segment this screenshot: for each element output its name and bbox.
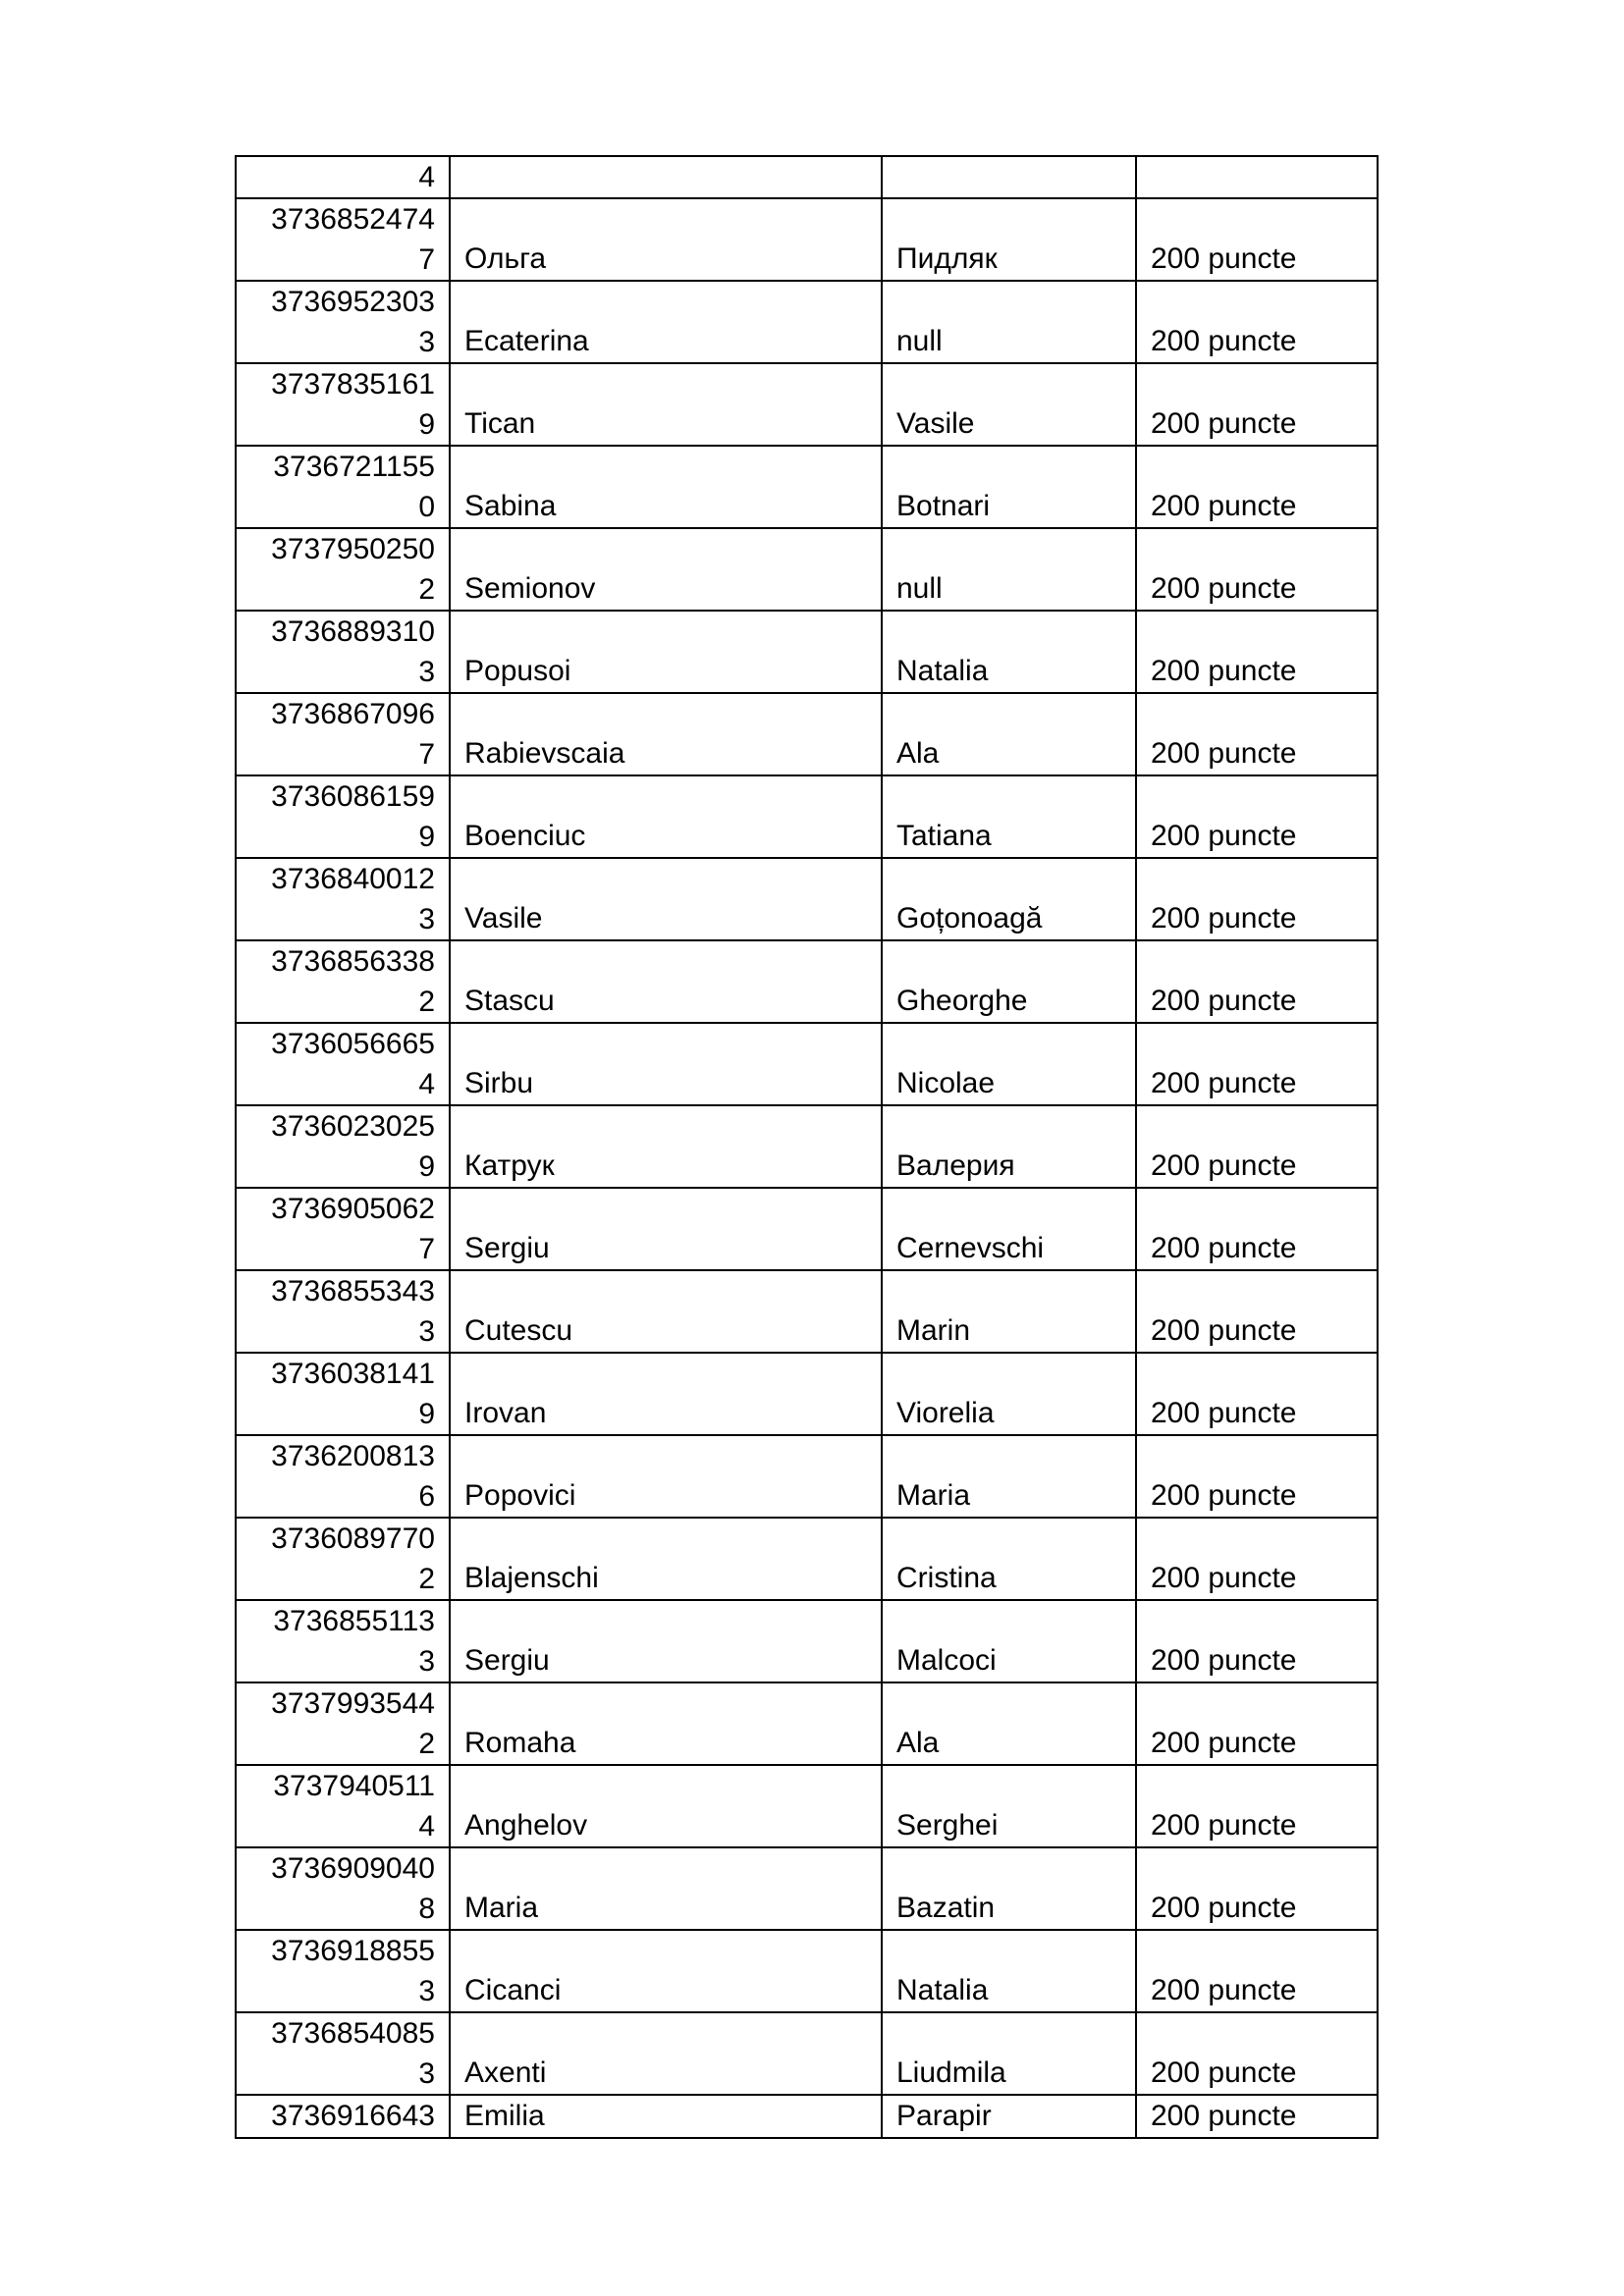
points-cell: 200 puncte [1136,198,1378,281]
first-name-cell: Romaha [450,1682,882,1765]
last-name-cell: Nicolae [882,1023,1136,1105]
phone-cell [236,156,450,198]
phone-cell [236,1682,450,1765]
first-name-cell: Anghelov [450,1765,882,1847]
first-name-cell: Maria [450,1847,882,1930]
phone-number-main: 3737993544 [271,1687,435,1720]
phone-number-main: 3736840012 [271,863,435,895]
points-cell: 200 puncte [1136,1765,1378,1847]
last-name-cell: Goțonoagă [882,858,1136,940]
table-row [236,775,1378,858]
table-row [236,1847,1378,1930]
phone-cell [236,858,450,940]
phone-number-tail: 6 [418,1480,435,1513]
points-cell: 200 puncte [1136,1435,1378,1518]
last-name-cell: Botnari [882,446,1136,528]
first-name-cell: Axenti [450,2012,882,2095]
points-cell: 200 puncte [1136,775,1378,858]
points-cell: 200 puncte [1136,611,1378,693]
first-name-cell: Popovici [450,1435,882,1518]
phone-cell [236,363,450,446]
first-name-cell: Popusoi [450,611,882,693]
last-name-cell: null [882,281,1136,363]
points-cell: 200 puncte [1136,2095,1378,2138]
phone-cell [236,2012,450,2095]
phone-number-tail: 0 [418,491,435,523]
first-name-cell: Катрук [450,1105,882,1188]
first-name-cell: Cutescu [450,1270,882,1353]
last-name-cell: Parapir [882,2095,1136,2138]
first-name-cell [450,156,882,198]
first-name-cell: Rabievscaia [450,693,882,775]
phone-number-main: 3736056665 [271,1028,435,1060]
phone-cell [236,528,450,611]
phone-number-main: 3736200813 [271,1440,435,1472]
last-name-cell: null [882,528,1136,611]
points-cell: 200 puncte [1136,1600,1378,1682]
points-cell: 200 puncte [1136,1353,1378,1435]
first-name-cell: Ecaterina [450,281,882,363]
phone-number-main: 3737950250 [271,533,435,565]
phone-cell [236,940,450,1023]
phone-number-tail: 2 [418,986,435,1018]
phone-cell [236,1765,450,1847]
table-row [236,1353,1378,1435]
table-row [236,1600,1378,1682]
table-row [236,446,1378,528]
first-name-cell: Emilia [450,2095,882,2138]
last-name-cell: Liudmila [882,2012,1136,2095]
phone-number-tail: 2 [418,1563,435,1595]
points-cell: 200 puncte [1136,1023,1378,1105]
table-row [236,198,1378,281]
phone-number-main: 3736855113 [273,1605,435,1637]
table-row [236,2012,1378,2095]
phone-cell [236,1847,450,1930]
phone-cell [236,1188,450,1270]
phone-number-tail: 2 [418,573,435,606]
first-name-cell: Sergiu [450,1188,882,1270]
points-cell: 200 puncte [1136,281,1378,363]
last-name-cell: Natalia [882,1930,1136,2012]
points-cell: 200 puncte [1136,363,1378,446]
table-row [236,1270,1378,1353]
last-name-cell: Vasile [882,363,1136,446]
points-cell: 200 puncte [1136,1105,1378,1188]
table-row [236,858,1378,940]
phone-number-tail: 9 [418,1150,435,1183]
phone-number-tail: 9 [418,821,435,853]
winners-table [235,155,1379,2139]
last-name-cell: Tatiana [882,775,1136,858]
table-row [236,1930,1378,2012]
phone-number-main: 3736952303 [271,286,435,318]
phone-cell [236,693,450,775]
phone-number-tail: 3 [418,903,435,935]
phone-cell [236,1435,450,1518]
table-row [236,2095,1378,2138]
first-name-cell: Ольга [450,198,882,281]
last-name-cell: Gheorghe [882,940,1136,1023]
phone-cell [236,281,450,363]
phone-number-main: 3736855343 [271,1275,435,1308]
points-cell: 200 puncte [1136,1682,1378,1765]
last-name-cell: Natalia [882,611,1136,693]
phone-number-main: 3737940511 [273,1770,435,1802]
last-name-cell: Bazatin [882,1847,1136,1930]
last-name-cell: Ala [882,1682,1136,1765]
first-name-cell: Tican [450,363,882,446]
first-name-cell: Stascu [450,940,882,1023]
phone-number-main: 3736089770 [271,1522,435,1555]
phone-cell [236,1023,450,1105]
phone-number-main: 3736909040 [271,1852,435,1885]
points-cell: 200 puncte [1136,1270,1378,1353]
points-cell [1136,156,1378,198]
phone-cell [236,1600,450,1682]
table-row [236,528,1378,611]
phone-number-main: 3736867096 [271,698,435,730]
phone-number-main: 3736086159 [271,780,435,813]
first-name-cell: Sirbu [450,1023,882,1105]
phone-number-main: 3736889310 [271,615,435,648]
phone-number-tail: 4 [418,1810,435,1842]
phone-number-tail: 9 [418,408,435,441]
table-row [236,693,1378,775]
phone-number-main: 3736852474 [271,203,435,236]
table-row [236,1105,1378,1188]
first-name-cell: Cicanci [450,1930,882,2012]
phone-cell [236,1270,450,1353]
table-row [236,940,1378,1023]
first-name-cell: Irovan [450,1353,882,1435]
points-cell: 200 puncte [1136,1518,1378,1600]
last-name-cell: Marin [882,1270,1136,1353]
points-cell: 200 puncte [1136,940,1378,1023]
phone-number-main: 3736038141 [271,1358,435,1390]
last-name-cell: Serghei [882,1765,1136,1847]
first-name-cell: Sabina [450,446,882,528]
phone-number-tail: 8 [418,1893,435,1925]
last-name-cell [882,156,1136,198]
phone-number-main: 3737835161 [271,368,435,400]
phone-number-tail: 9 [418,1398,435,1430]
phone-number-tail: 3 [418,656,435,688]
last-name-cell: Malcoci [882,1600,1136,1682]
phone-cell [236,1518,450,1600]
last-name-cell: Viorelia [882,1353,1136,1435]
table-row [236,611,1378,693]
phone-number-tail: 3 [418,1315,435,1348]
first-name-cell: Boenciuc [450,775,882,858]
table-row [236,1682,1378,1765]
last-name-cell: Валерия [882,1105,1136,1188]
phone-cell [236,611,450,693]
phone-cell: 3736916643 [236,2095,450,2138]
points-cell: 200 puncte [1136,446,1378,528]
table-row [236,156,1378,198]
points-cell: 200 puncte [1136,1188,1378,1270]
points-cell: 200 puncte [1136,528,1378,611]
phone-number-tail: 3 [418,326,435,358]
last-name-cell: Пидляк [882,198,1136,281]
last-name-cell: Cernevschi [882,1188,1136,1270]
first-name-cell: Sergiu [450,1600,882,1682]
table-row [236,1023,1378,1105]
phone-cell [236,198,450,281]
phone-number-main: 3736856338 [271,945,435,978]
phone-cell [236,1353,450,1435]
phone-cell [236,1105,450,1188]
phone-number-tail: 4 [418,1068,435,1100]
first-name-cell: Blajenschi [450,1518,882,1600]
phone-number-tail: 3 [418,1645,435,1678]
phone-number-main: 3736721155 [273,451,435,483]
phone-number-tail: 3 [418,1975,435,2007]
last-name-cell: Cristina [882,1518,1136,1600]
table-row [236,281,1378,363]
phone-number-tail: 2 [418,1728,435,1760]
phone-cell [236,446,450,528]
points-cell: 200 puncte [1136,1847,1378,1930]
points-cell: 200 puncte [1136,2012,1378,2095]
phone-number-tail: 7 [418,243,435,276]
table-row [236,1435,1378,1518]
phone-number-tail: 7 [418,1233,435,1265]
points-cell: 200 puncte [1136,1930,1378,2012]
phone-number-tail: 7 [418,738,435,771]
phone-number-main: 3736854085 [271,2017,435,2050]
table-row [236,1188,1378,1270]
table-row [236,1518,1378,1600]
phone-number-tail: 4 [418,161,435,193]
phone-cell [236,1930,450,2012]
phone-number-main: 3736023025 [271,1110,435,1143]
first-name-cell: Semionov [450,528,882,611]
table-row [236,363,1378,446]
phone-number-main: 3736918855 [271,1935,435,1967]
points-cell: 200 puncte [1136,858,1378,940]
phone-cell [236,775,450,858]
last-name-cell: Ala [882,693,1136,775]
table-body [236,156,1378,2138]
last-name-cell: Maria [882,1435,1136,1518]
table-row [236,1765,1378,1847]
phone-number-tail: 3 [418,2057,435,2090]
first-name-cell: Vasile [450,858,882,940]
phone-number-main: 3736905062 [271,1193,435,1225]
points-cell: 200 puncte [1136,693,1378,775]
